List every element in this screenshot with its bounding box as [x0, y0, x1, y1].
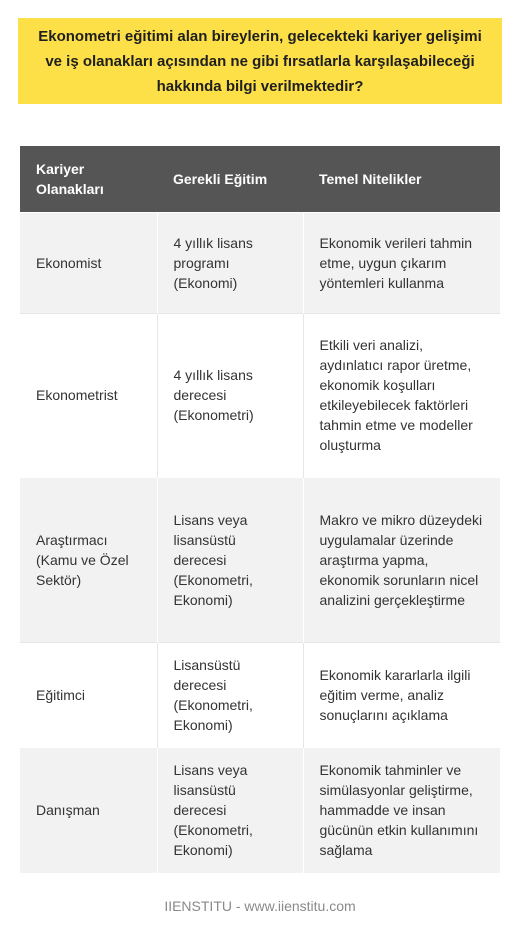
table-cell-education: Lisans veya lisansüstü derecesi (Ekonometri, Ekonomi): [157, 747, 303, 873]
table-cell-career: Araştırmacı (Kamu ve Özel Sektör): [20, 477, 157, 642]
table-cell-qualifications: Ekonomik kararlarla ilgili eğitim verme, analiz sonuçlarını açıklama: [303, 642, 500, 747]
table-cell-career: Ekonometrist: [20, 313, 157, 477]
column-header-qualifications: Temel Nitelikler: [303, 146, 500, 212]
banner-text: Ekonometri eğitimi alan bireylerin, gelecekteki kariyer gelişimi ve iş olanakları açısından ne gibi fırsatlarla karşılaşabileceği hakkında bilgi verilmektedir?: [38, 27, 482, 95]
table-cell-qualifications: Makro ve mikro düzeydeki uygulamalar üzerinde araştırma yapma, ekonomik sorunların nicel analizini gerçekleştirme: [303, 477, 500, 642]
column-header-career: Kariyer Olanakları: [20, 146, 157, 212]
footer-text: IIENSTITU - www.iienstitu.com: [164, 898, 356, 914]
table-cell-career: Ekonomist: [20, 212, 157, 313]
career-table: [20, 146, 500, 873]
table-row: [20, 642, 500, 747]
table-cell-education: 4 yıllık lisans derecesi (Ekonometri): [157, 313, 303, 477]
table-cell-education: Lisansüstü derecesi (Ekonometri, Ekonomi): [157, 642, 303, 747]
table-cell-qualifications: Ekonomik verileri tahmin etme, uygun çıkarım yöntemleri kullanma: [303, 212, 500, 313]
table-row: [20, 212, 500, 313]
question-banner: [18, 18, 502, 104]
table-row: [20, 313, 500, 477]
table-row: [20, 747, 500, 873]
column-header-education: Gerekli Eğitim: [157, 146, 303, 212]
table-cell-career: Eğitimci: [20, 642, 157, 747]
table-cell-qualifications: Ekonomik tahminler ve simülasyonlar geliştirme, hammadde ve insan gücünün etkin kullanımını sağlama: [303, 747, 500, 873]
table-cell-career: Danışman: [20, 747, 157, 873]
table-cell-qualifications: Etkili veri analizi, aydınlatıcı rapor üretme, ekonomik koşulları etkileyebilecek faktörleri tahmin etme ve modeller oluşturma: [303, 313, 500, 477]
footer-credit: [0, 898, 520, 914]
table-row: [20, 477, 500, 642]
table-cell-education: 4 yıllık lisans programı (Ekonomi): [157, 212, 303, 313]
table-header-row: [20, 146, 500, 212]
table-cell-education: Lisans veya lisansüstü derecesi (Ekonometri, Ekonomi): [157, 477, 303, 642]
